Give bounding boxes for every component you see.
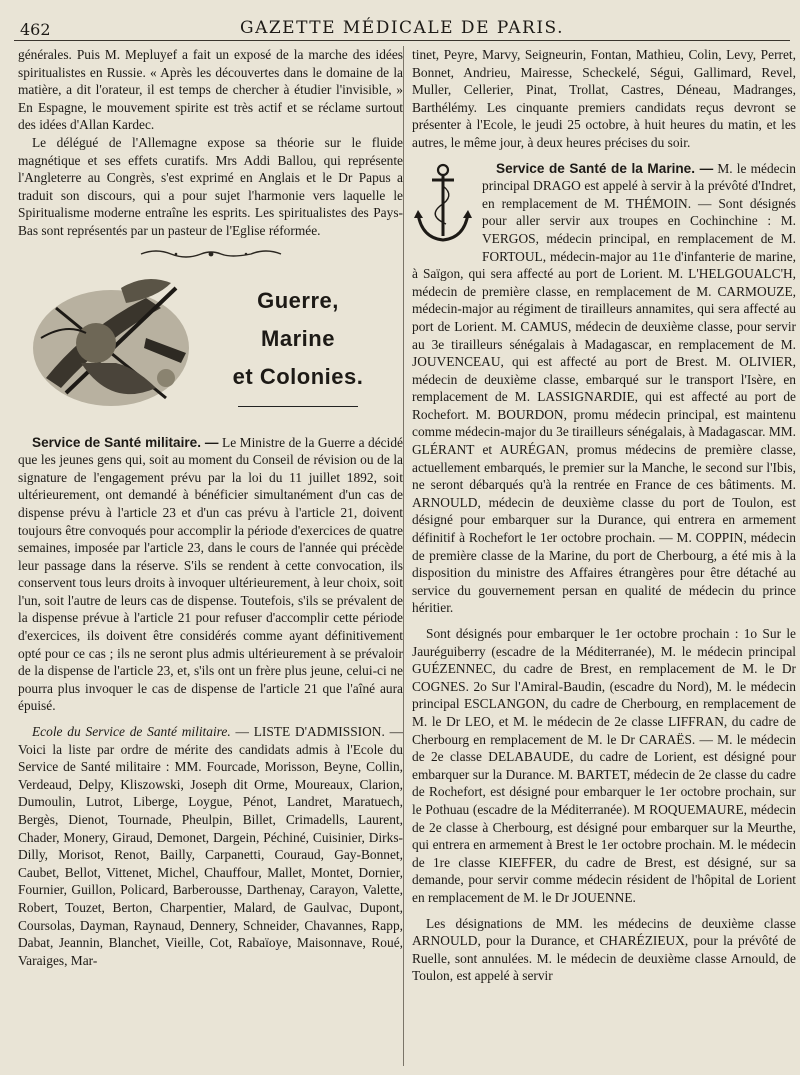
paragraph-embarquements: Sont désignés pour embarquer le 1er octobre prochain : 1o Sur le Jauréguiberry (escadre de la Méditerranée), M. le médecin principal GUÉZENNEC, du cadre de Brest, en remplacement de M. le Dr COGNES. 2o Sur l'Amiral-Baudin, (escadre du Nord), M. le médecin principal ESCLANGON, du cadre de Cherbourg, en remplacement de M. le Dr LEO, et M. le médecin de 2e classe LIFFRAN, du cadre de Cherbourg en remplacement de M. le Dr CARAËS. — M. le médecin de 2e classe DELABAUDE, du cadre de Lorient, est désigné pour embarquer sur la Durance. M. BARTET, médecin de 2e classe du cadre de Rochefort, est désigné pour embarquer le 1er octobre prochain, sur le Pothuau (escadre de la Méditerranée). M ROQUEMAURE, médecin de 2e classe à Cherbourg, est désigné pour embarquer sur la Meurthe, qui entrera en armement à Brest le 1er octobre prochain. M. le médecin de 1re classe KIEFFER, du cadre de Brest, est désigné, sur sa demande, pour servir comme médecin résident de l'hôpital de Lorient en remplacement de M. le Dr JOUENNE.: [412, 626, 796, 905]
text-sante-marine: M. le médecin principal DRAGO est appelé à servir à la prévôté d'Indret, en remplacement de M. THÉMOIN. — Sont désignés pour aller servir aux troupes en Cochinchine : M. VERGOS, médecin principal, en remplacement de M. FORTOUL, médecin-major au 11e d'infanterie de marine, à Saïgon, qui sera affecté au port de Lorient. M. L'HELGOUALC'H, médecin de première classe, en remplacement de M. CARMOUZE, médecin-major au régiment de tirailleurs annamites, qui sera affecté au port de Lorient. M. CAMUS, médecin de deuxième classe, pour servir au 3e tirailleurs sénégalais à Madagascar, en remplacement de M. JOUVENCEAU, qui est affecté au port de Brest. M. OLIVIER, médecin de deuxième classe, embarqué sur le transport l'Isère, en remplacement de M. LASSIGNARDIE, qui est affecté au port de Rochefort. M. BOURDON, promu médecin principal, est maintenu comme médecin-major du 3e tirailleurs sénégalais, à Madagascar. MM. GLÉRANT et AURÉGAN, promus médecins de première classe, actuellement embarqués, le premier sur la Manche, le second sur l'Ibis, ne seront débarqués qu'à la rentrée en France de ces bâtiments. M. ARNOULD, médecin de deuxième classe du port de Toulon, est désigné pour embarquer sur la Durance, qui entrera en armement définitif à Rochefort le 1er octobre prochain. — M. COPPIN, médecin de première classe de la Marine, du port de Cherbourg, a été mis à la disposition du ministre des Affaires étrangères pour être détaché au service du gouvernement persan en qualité de médecin du prince héritier.: [412, 160, 796, 616]
paragraph-spiritualism: générales. Puis M. Mepluyef a fait un exposé de la marche des idées spiritualistes en Russie. « Après les découvertes dans le domaine de la matière, a dit l'orateur, il est temps de chercher à étudier l'invisible, » En Espagne, le mouvement spirite est très actif et se réclame surtout des idées d'Allan Kardec.: [18, 47, 403, 133]
paragraph-sante-militaire: [18, 434, 403, 716]
text-sante-militaire: Le Ministre de la Guerre a décidé que les jeunes gens qui, soit au moment du Conseil de révision ou de la signature de l'engagement prévu par la loi du 11 juillet 1892, soit ultérieurement, ont demandé à bénéficier simultanément d'un cas de dispense prévu à l'article 23 et d'un cas prévu à l'article 21, doivent toujours être convoqués pour accomplir la période d'exercices de quatre semaines, imposée par l'article 23, dans le cours de l'année qui précède leur passage dans la réserve. S'ils se rendent à cette convocation, ils conservent tous leurs droits à invoquer ultérieurement, à leur choix, soit l'un, soit l'autre de leurs cas de dispense. Toutefois, s'ils se prévalent de la dispense prévue à l'article 21 pour refuser d'accomplir cette période d'exercices, ils doivent être considérés comme ayant définitivement opté pour ce cas ; ils ne seront plus admis ultérieurement à se prévaloir de la dispense de l'article 23, et, s'ils ont un frère plus jeune, celui-ci ne pourra plus invoquer le cas de dispense de l'article 21 que l'aîné aura épuisé.: [18, 434, 403, 714]
column-rule: [403, 46, 404, 1066]
ornament-divider: [18, 248, 403, 260]
running-title: GAZETTE MÉDICALE DE PARIS.: [240, 18, 564, 38]
section-heading-sante-militaire: Service de Santé militaire. —: [32, 434, 219, 450]
right-column: [412, 46, 796, 1066]
left-column: [18, 46, 403, 1066]
label-liste-admission: — LISTE D'ADMISSION. —: [230, 724, 403, 740]
paragraph-liste-admission: [18, 723, 403, 969]
banner-title-marine: Marine: [261, 325, 335, 351]
banner-title-colonies: et Colonies.: [232, 363, 364, 389]
text-liste-admission: Voici la liste par ordre de mérite des candidats admis à l'Ecole du Service de Santé militaire : MM. Fourcade, Morisson, Beyne, Collin, Verdeaud, Delpy, Kliszowski, Joseph dit Orme, Moureaux, Clarion, Dumoulin, Lutrot, Liberge, Loygue, Pénot, Landret, Maratuech, Bergès, Dienot, Tournade, Pheulpin, Billet, Crimadells, Laurent, Chader, Monery, Giraud, Demonet, Dargein, Péchiné, Cuisinier, Dirks-Dilly, Morisot, Renot, Bailly, Carpanetti, Couraud, Gay-Bonnet, Caubet, Bellot, Vittenet, Michel, Chauffour, Mallet, Montet, Dornier, Fournier, Guillon, Policard, Barberousse, Darthenay, Carayon, Valette, Robert, Touzet, Berton, Charpentier, Malard, de Gaulvac, Dupont, Coursolas, Dayman, Raynaud, Dennery, Schneider, Chavannes, Rapp, Dabat, Jeannin, Blanchet, Vieille, Cot, Rabaïoye, Maisonnave, Roué, Varaiges, Mar-: [18, 741, 403, 968]
military-trophy-illustration: [26, 268, 196, 418]
page-header: [14, 14, 790, 41]
paragraph-liste-suite: tinet, Peyre, Marvy, Seigneurin, Fontan, Mathieu, Colin, Levy, Perret, Bonnet, Andrieu, Mairesse, Scheckelé, Ségui, Gallimard, Revel, Muller, Cellerier, Pinat, Trollat, Castres, Déneau, Madranges, Barthélémy. Les cinquante premiers candidats reçus devront se présenter à l'Ecole, le jeudi 25 octobre, à huit heures du matin, et les autres, le même jour, à deux heures précises du soir.: [412, 47, 796, 150]
banner-rule: [238, 406, 358, 407]
section-heading-sante-marine: Service de Santé de la Marine. —: [496, 160, 714, 176]
heading-ecole-sante: Ecole du Service de Santé militaire.: [32, 724, 231, 740]
paragraph-designations-annulees: Les désignations de MM. les médecins de deuxième classe ARNOULD, pour la Durance, et CHARÉZIEUX, pour la prévôté de Ruelle, sont annulées. M. le médecin de deuxième classe Arnould, de Toulon, est appelé à servir: [412, 915, 796, 984]
banner-title-guerre: Guerre,: [257, 287, 339, 313]
paragraph-germany-delegate: Le délégué de l'Allemagne expose sa théorie sur le fluide magnétique et ses effets curatifs. Mrs Addi Ballou, qui représente l'Angleterre au Congrès, s'est exprimé en Anglais et le Dr Papus a traduit son discours, qui a pour sujet l'harmonie vers laquelle le Spiritualisme moderne entraîne les esprits. Les spiritualistes des Pays-Bas sont représentés par un pasteur de l'Eglise réformée.: [18, 134, 403, 238]
page-number: 462: [20, 20, 51, 39]
anchor-icon: [412, 162, 474, 248]
section-banner: [18, 266, 403, 426]
